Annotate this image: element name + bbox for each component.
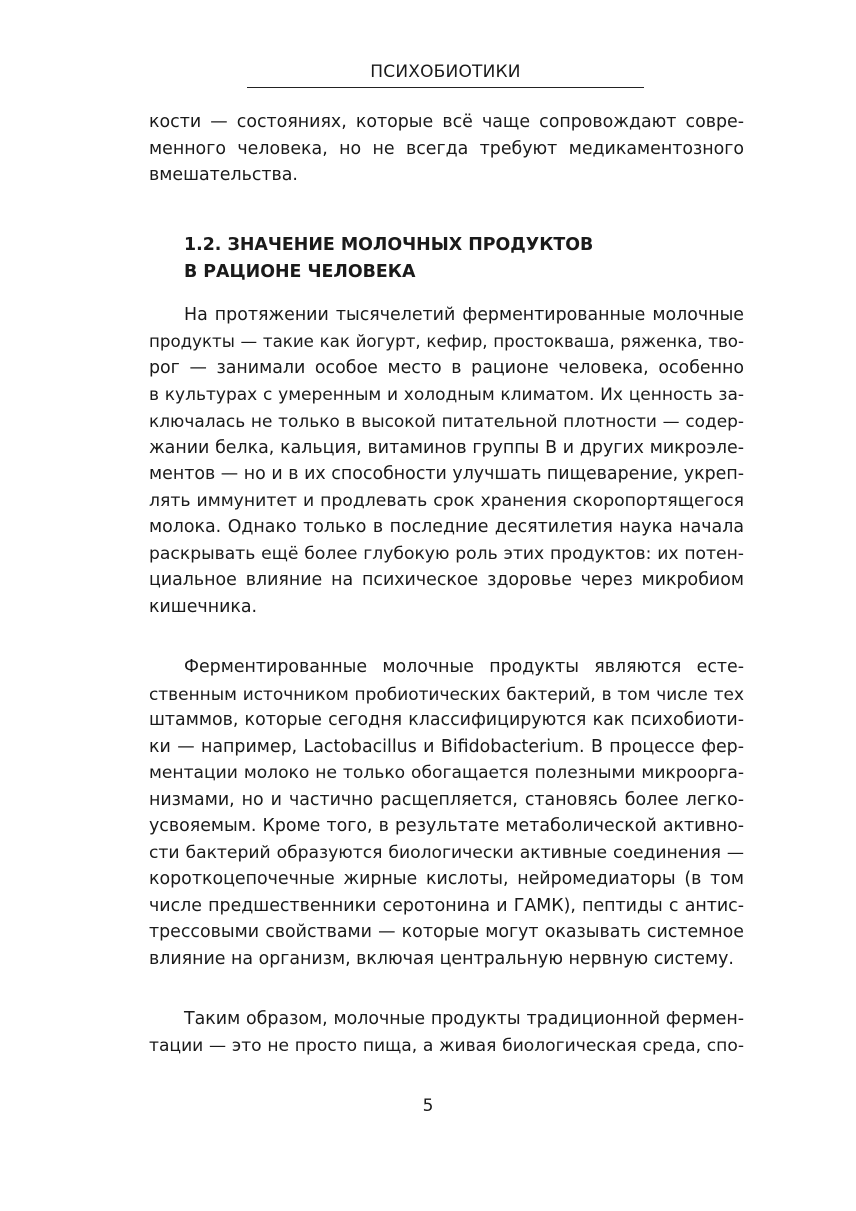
text-line: тации — это не просто пища, а живая биологическая среда, спо- bbox=[149, 1035, 744, 1056]
text-line: Таким образом, молочные продукты традиционной фермен- bbox=[184, 1009, 744, 1029]
text-line: штаммов, которые сегодня классифицируются как психобиоти- bbox=[149, 710, 744, 730]
text-line: продукты — такие как йогурт, кефир, простокваша, ряженка, тво- bbox=[149, 331, 744, 351]
text-line: ментов — но и в их способности улучшать пищеварение, укреп- bbox=[149, 464, 744, 484]
intro-text bbox=[149, 109, 744, 189]
text-line: вмешательства. bbox=[149, 165, 298, 185]
text-line: циальное влияние на психическое здоровье через микробиом bbox=[149, 570, 744, 590]
text-line: ственным источником пробиотических бактерий, в том числе тех bbox=[149, 683, 744, 704]
paragraph-2 bbox=[149, 654, 744, 972]
text-line: числе предшественники серотонина и ГАМК), пептиды с антис- bbox=[149, 895, 744, 916]
text-line: ключалась не только в высокой питательной плотности — содер- bbox=[149, 411, 744, 431]
text-line: сти бактерий образуются биологически активные соединения — bbox=[149, 842, 744, 863]
text-line: в культурах с умеренным и холодным климатом. Их ценность за- bbox=[149, 384, 744, 405]
text-line: трессовыми свойствами — которые могут оказывать системное bbox=[149, 922, 744, 942]
text-line: менного человека, но не всегда требуют медикаментозного bbox=[149, 138, 744, 159]
text-line: низмами, но и частично расщепляется, становясь более легко- bbox=[149, 789, 744, 810]
text-line: раскрывать ещё более глубокую роль этих продуктов: их потен- bbox=[149, 543, 744, 564]
text-line: жании белка, кальция, витаминов группы B и других микроэле- bbox=[149, 437, 744, 458]
paragraph-3 bbox=[149, 1006, 744, 1059]
text-line: кишечника. bbox=[149, 596, 258, 617]
text-line: молока. Однако только в последние десятилетия наука начала bbox=[149, 517, 744, 537]
page-number: 5 bbox=[422, 1096, 434, 1116]
section-heading bbox=[184, 232, 593, 285]
text-line: усвояемым. Кроме того, в результате метаболической активно- bbox=[149, 816, 744, 836]
section-heading-line: 1.2. ЗНАЧЕНИЕ МОЛОЧНЫХ ПРОДУКТОВ bbox=[184, 235, 594, 255]
text-line: лять иммунитет и продлевать срок хранения скоропортящегося bbox=[149, 490, 744, 511]
text-line: ментации молоко не только обогащается полезными микроорга- bbox=[149, 763, 744, 783]
running-head: ПСИХОБИОТИКИ bbox=[247, 62, 644, 88]
text-line: рог — занимали особое место в рационе человека, особенно bbox=[149, 358, 744, 378]
section-heading-line: В РАЦИОНЕ ЧЕЛОВЕКА bbox=[184, 261, 416, 282]
text-line: Ферментированные молочные продукты являются есте- bbox=[184, 657, 744, 677]
text-line: кости — состояниях, которые всё чаще сопровождают совре- bbox=[149, 112, 744, 132]
paragraph-1 bbox=[149, 302, 744, 620]
text-line: ки — например, Lactobacillus и Bifidobacterium. В процессе фер- bbox=[149, 736, 744, 757]
text-line: На протяжении тысячелетий ферментированные молочные bbox=[184, 305, 744, 325]
text-line: короткоцепочечные жирные кислоты, нейромедиаторы (в том bbox=[149, 869, 744, 889]
text-line: влияние на организм, включая центральную нервную систему. bbox=[149, 948, 734, 969]
